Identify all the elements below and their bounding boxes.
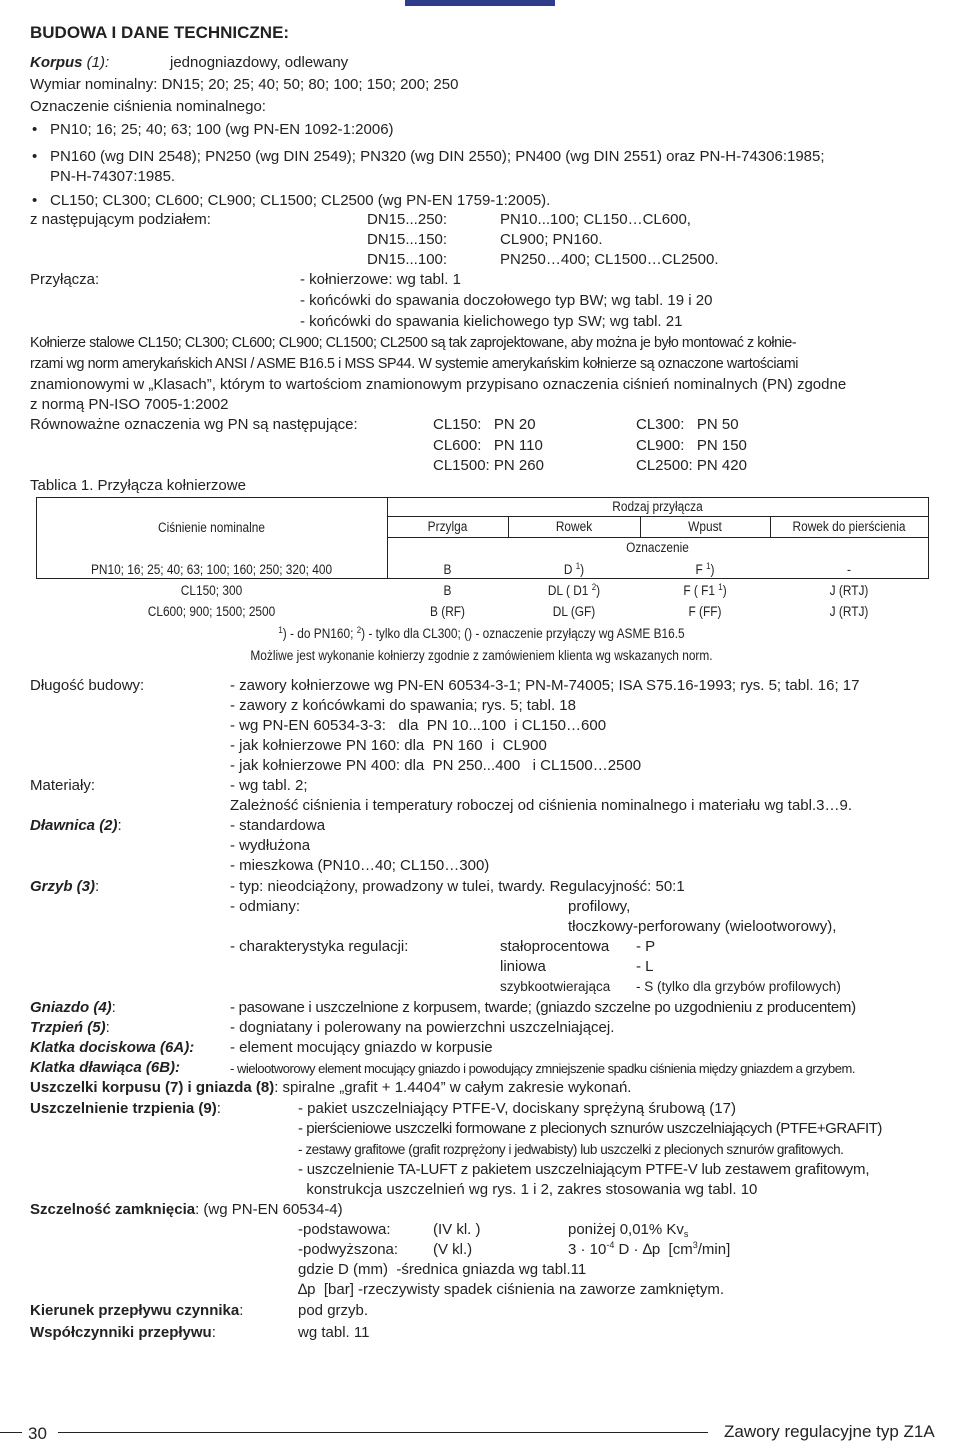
table-cell: - bbox=[847, 562, 851, 577]
bullet-icon: • bbox=[32, 121, 38, 138]
pressure-title: Oznaczenie ciśnienia nominalnego: bbox=[30, 98, 266, 115]
szczelnosc-high-label: -podwyższona: bbox=[298, 1241, 399, 1258]
length-line-4: - jak kołnierzowe PN 160: dla PN 160 i CL900 bbox=[230, 737, 547, 754]
klatka-dociskowa-label: Klatka dociskowa (6A): bbox=[30, 1039, 195, 1056]
szczelnosc-std-class: (IV kl. ) bbox=[433, 1221, 481, 1238]
table-cell: B bbox=[443, 562, 452, 577]
szczelnosc-high-class: (V kl.) bbox=[433, 1241, 473, 1258]
table-divider bbox=[640, 516, 641, 537]
materials-line-2: Zależność ciśnienia i temperatury roboczej od ciśnienia nominalnego i materiału wg tabl.3…9. bbox=[230, 797, 852, 814]
table-cell: F $^1$) bbox=[695, 561, 715, 577]
division-label: z następującym podziałem: bbox=[30, 211, 211, 228]
division-pn-2: CL900; PN160. bbox=[500, 231, 603, 248]
connections-item-1: - kołnierzowe: wg tabl. 1 bbox=[300, 271, 461, 288]
length-line-2: - zawory z końcówkami do spawania; rys. 5; tabl. 18 bbox=[230, 697, 576, 714]
table-row-pressure: CL600; 900; 1500; 2500 bbox=[147, 604, 276, 619]
uszczelnienie-line-3: - zestawy grafitowe (grafit rozprężony i jedwabisty) lub uszczelki z plecionych sznurów grafitowych. bbox=[298, 1142, 844, 1157]
connections-label: Przyłącza: bbox=[30, 271, 100, 288]
trzpien-value: - dogniatany i polerowany na powierzchni uszczelniającej. bbox=[230, 1019, 615, 1036]
korpus-ref: (1): bbox=[82, 54, 110, 71]
length-line-3: - wg PN-EN 60534-3-3: dla PN 10...100 i CL150…600 bbox=[230, 717, 607, 734]
connections-item-2: - końcówki do spawania doczołowego typ BW; wg tabl. 19 i 20 bbox=[300, 292, 713, 309]
grzyb-odmiany-label: - odmiany: bbox=[230, 898, 301, 915]
length-line-5: - jak kołnierzowe PN 400: dla PN 250...400 i CL1500…2500 bbox=[230, 757, 642, 774]
table-cell: D $^1$) bbox=[563, 561, 585, 577]
table-cell: J (RTJ) bbox=[829, 583, 869, 598]
length-line-1: - zawory kołnierzowe wg PN-EN 60534-3-1; PN-M-74005; ISA S75.16-1993; rys. 5; tabl. 16; 17 bbox=[230, 677, 860, 694]
table-col-rowek-pierscienia: Rowek do pierścienia bbox=[792, 519, 906, 534]
grzyb-char-name-1: stałoprocentowa bbox=[500, 938, 610, 955]
nominal-size: Wymiar nominalny: DN15; 20; 25; 40; 50; 80; 100; 150; 200; 250 bbox=[30, 76, 459, 93]
kierunek-value: pod grzyb. bbox=[298, 1302, 369, 1319]
uszczelnienie-line-2: - pierścieniowe uszczelki formowane z plecionych sznurów uszczelniających (PTFE+GRAFIT) bbox=[298, 1120, 882, 1137]
grzyb-char-code-3: - S (tylko dla grzybów profilowych) bbox=[636, 979, 841, 994]
table1-caption: Tablica 1. Przyłącza kołnierzowe bbox=[30, 477, 246, 494]
table-divider bbox=[508, 516, 509, 537]
table-col-przylga: Przylga bbox=[427, 519, 468, 534]
pressure-bullet-2-cont: PN-H-74307:1985. bbox=[50, 168, 176, 185]
page-number: 30 bbox=[28, 1424, 47, 1443]
grzyb-row: Grzyb (3): bbox=[30, 878, 100, 895]
dlawnica-line-1: - standardowa bbox=[230, 817, 326, 834]
szczelnosc-gdzie: gdzie D (mm) -średnica gniazda wg tabl.11 bbox=[298, 1261, 587, 1278]
table-cell: DL ( D1 $^2$) bbox=[547, 582, 601, 598]
table-row-pressure: PN10; 16; 25; 40; 63; 100; 160; 250; 320; 400 bbox=[90, 562, 333, 577]
connections-item-3: - końcówki do spawania kielichowego typ SW; wg tabl. 21 bbox=[300, 313, 683, 330]
top-accent-bar bbox=[405, 0, 555, 6]
flanges-line-1: Kołnierze stalowe CL150; CL300; CL600; CL900; CL1500; CL2500 są tak zaprojektowane, aby można je było montować z kołnie- bbox=[30, 335, 797, 351]
table-cell: J (RTJ) bbox=[829, 604, 869, 619]
materials-line-1: - wg tabl. 2; bbox=[230, 777, 308, 794]
equivalents-label: Równoważne oznaczenia wg PN są następujące: bbox=[30, 416, 358, 433]
pressure-bullet-3: CL150; CL300; CL600; CL900; CL1500; CL2500 (wg PN-EN 1759-1:2005). bbox=[50, 192, 551, 209]
equivalent-cl2500: CL2500: PN 420 bbox=[636, 457, 747, 474]
table-cell: DL (GF) bbox=[552, 604, 596, 619]
footer-title: Zawory regulacyjne typ Z1A bbox=[724, 1422, 935, 1441]
wspolczynniki-value: wg tabl. 11 bbox=[298, 1324, 370, 1341]
grzyb-char-code-2: - L bbox=[636, 958, 654, 975]
grzyb-char-code-1: - P bbox=[636, 938, 656, 955]
pressure-bullet-2: PN160 (wg DIN 2548); PN250 (wg DIN 2549); PN320 (wg DIN 2550); PN400 (wg DIN 2551) oraz PN-H-74306:1985; bbox=[50, 148, 825, 165]
flanges-line-3: znamionowymi w „Klasach”, którym to wartościom znamionowym przypisano oznaczenia ciśnień nominalnych (PN) zgodne bbox=[30, 376, 847, 393]
szczelnosc-high-value: $3 \cdot 10^{-4}$ D · ∆p $[cm^3/\min]$ bbox=[568, 1240, 731, 1258]
korpus-row bbox=[30, 54, 109, 72]
equivalent-cl300: CL300: PN 50 bbox=[636, 416, 739, 433]
dlawnica-line-3: - mieszkowa (PN10…40; CL150…300) bbox=[230, 857, 490, 874]
section-title: BUDOWA I DANE TECHNICZNE: bbox=[30, 23, 290, 42]
klatka-dlawiaca-label: Klatka dławiąca (6B): bbox=[30, 1059, 181, 1076]
division-pn-3: PN250…400; CL1500…CL2500. bbox=[500, 251, 719, 268]
uszczelnienie-row: Uszczelnienie trzpienia (9): bbox=[30, 1100, 221, 1117]
bullet-icon: • bbox=[32, 192, 38, 209]
grzyb-char-label: - charakterystyka regulacji: bbox=[230, 938, 409, 955]
szczelnosc-std-value: poniżej 0,01% Kvs bbox=[568, 1221, 689, 1239]
flanges-line-2: rzami wg norm amerykańskich ANSI / ASME B16.5 i MSS SP44. W systemie amerykańskim kołnierze są oznaczone wartościami bbox=[30, 356, 799, 372]
flanges-line-4: z normą PN-ISO 7005-1:2002 bbox=[30, 396, 229, 413]
table-divider bbox=[387, 516, 928, 517]
table-cell: F (FF) bbox=[688, 604, 722, 619]
table-divider bbox=[36, 578, 928, 579]
trzpien-row: Trzpień (5): bbox=[30, 1019, 110, 1036]
table-divider bbox=[770, 516, 771, 537]
equivalent-cl900: CL900: PN 150 bbox=[636, 437, 747, 454]
table-divider bbox=[387, 537, 928, 538]
dlawnica-row: Dławnica (2): bbox=[30, 817, 122, 834]
pressure-bullet-1: PN10; 16; 25; 40; 63; 100 (wg PN-EN 1092-1:2006) bbox=[50, 121, 394, 138]
table-cell: B bbox=[443, 583, 452, 598]
table-divider bbox=[387, 497, 388, 579]
length-label: Długość budowy: bbox=[30, 677, 145, 694]
table-row-header: Ciśnienie nominalne bbox=[157, 520, 265, 535]
table-cell: B (RF) bbox=[430, 604, 465, 619]
grzyb-line-1: - typ: nieodciążony, prowadzony w tulei, twardy. Regulacyjność: 50:1 bbox=[230, 878, 685, 895]
materials-label: Materiały: bbox=[30, 777, 96, 794]
equivalent-cl150: CL150: PN 20 bbox=[433, 416, 536, 433]
table-col-rowek: Rowek bbox=[555, 519, 593, 534]
table-group-header: Rodzaj przyłącza bbox=[612, 499, 703, 514]
table-row-pressure: CL150; 300 bbox=[180, 583, 243, 598]
uszczelnienie-line-5: konstrukcja uszczelnień wg rys. 1 i 2, zakres stosowania wg tabl. 10 bbox=[298, 1181, 758, 1198]
klatka-dociskowa-value: - element mocujący gniazdo w korpusie bbox=[230, 1039, 493, 1056]
table-note: Możliwe jest wykonanie kołnierzy zgodnie z zamówieniem klienta wg wskazanych norm. bbox=[250, 648, 713, 663]
gniazdo-row: Gniazdo (4): bbox=[30, 999, 116, 1016]
table-footnote: $^1$) - do PN160; $^2$) - tylko dla CL300; () - oznaczenie przyłączy wg ASME B16.5 bbox=[278, 625, 685, 641]
szczelnosc-dp: ∆p [bar] -rzeczywisty spadek ciśnienia na zaworze zamkniętym. bbox=[298, 1281, 724, 1298]
table-cell: F ( F1 $^1$) bbox=[683, 582, 727, 598]
uszczelnienie-line-1: - pakiet uszczelniający PTFE-V, dociskany sprężyną śrubową (17) bbox=[298, 1100, 736, 1117]
kierunek-row: Kierunek przepływu czynnika: bbox=[30, 1302, 244, 1319]
grzyb-odmiana-2: tłoczkowy-perforowany (wielootworowy), bbox=[568, 918, 837, 935]
korpus-value: jednogniazdowy, odlewany bbox=[170, 54, 349, 71]
korpus-label: Korpus bbox=[30, 54, 83, 71]
equivalent-cl1500: CL1500: PN 260 bbox=[433, 457, 544, 474]
wspolczynniki-row: Współczynniki przepływu: bbox=[30, 1324, 216, 1341]
dlawnica-line-2: - wydłużona bbox=[230, 837, 311, 854]
szczelnosc-std-label: -podstawowa: bbox=[298, 1221, 391, 1238]
grzyb-char-name-3: szybkootwierająca bbox=[500, 979, 611, 994]
grzyb-odmiana-1: profilowy, bbox=[568, 898, 631, 915]
uszczelnienie-line-4: - uszczelnienie TA-LUFT z pakietem uszczelniającym PTFE-V lub zestawem grafitowym, bbox=[298, 1161, 870, 1178]
footer-rule bbox=[58, 1432, 708, 1433]
table-col-wpust: Wpust bbox=[688, 519, 722, 534]
division-dn-3: DN15...100: bbox=[367, 251, 448, 268]
szczelnosc-row: Szczelność zamknięcia: (wg PN-EN 60534-4) bbox=[30, 1201, 343, 1218]
bullet-icon: • bbox=[32, 148, 38, 165]
division-pn-1: PN10...100; CL150…CL600, bbox=[500, 211, 691, 228]
gniazdo-value: - pasowane i uszczelnione z korpusem, twarde; (gniazdo szczelne po uzgodnieniu z producentem) bbox=[230, 999, 856, 1016]
klatka-dlawiaca-value: - wielootworowy element mocujący gniazdo i powodujący zmniejszenie spadku ciśnienia między gniazdem a grzybem. bbox=[230, 1061, 855, 1076]
grzyb-char-name-2: liniowa bbox=[500, 958, 546, 975]
equivalent-cl600: CL600: PN 110 bbox=[433, 437, 543, 454]
table-sub-header: Oznaczenie bbox=[626, 540, 689, 555]
footer-rule-left bbox=[0, 1432, 22, 1433]
division-dn-1: DN15...250: bbox=[367, 211, 448, 228]
uszczelki-row: Uszczelki korpusu (7) i gniazda (8): spiralne „grafit + 1.4404” w całym zakresie wykonań. bbox=[30, 1079, 632, 1096]
division-dn-2: DN15...150: bbox=[367, 231, 448, 248]
